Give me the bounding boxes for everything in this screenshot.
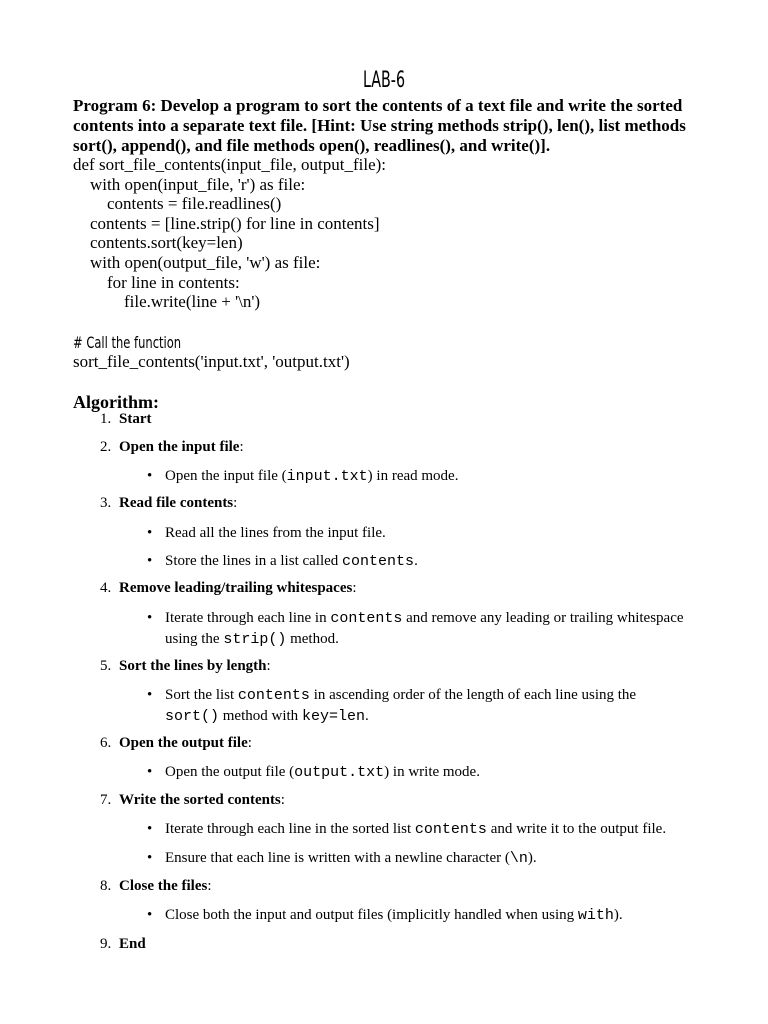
step-label: Open the input file bbox=[119, 439, 240, 455]
bullet-text: ) in read mode. bbox=[367, 468, 459, 484]
code-line: with open(output_file, 'w') as file: bbox=[73, 252, 321, 272]
step-suffix: : bbox=[233, 495, 238, 511]
bullet-item bbox=[147, 905, 692, 926]
bullet-item bbox=[147, 819, 692, 840]
bullet-icon: • bbox=[147, 525, 153, 541]
inline-code: contents bbox=[342, 553, 415, 570]
step-number: 6. bbox=[100, 735, 112, 751]
step-suffix: : bbox=[239, 439, 244, 455]
inline-code: key=len bbox=[301, 708, 365, 725]
step-label: Read file contents bbox=[119, 495, 234, 511]
inline-code: output.txt bbox=[294, 764, 385, 781]
code-line: def sort_file_contents(input_file, output_file): bbox=[73, 155, 387, 174]
bullet-icon: • bbox=[147, 687, 153, 703]
bullet-text: . bbox=[414, 553, 418, 569]
step-label: Close the files bbox=[119, 878, 208, 894]
bullet-item bbox=[147, 608, 692, 650]
code-line: contents.sort(key=len) bbox=[73, 233, 243, 253]
code-block bbox=[73, 155, 386, 312]
bullet-icon: • bbox=[147, 553, 153, 569]
bullet-icon: • bbox=[147, 610, 153, 626]
code-line: contents = [line.strip() for line in contents] bbox=[73, 213, 380, 233]
code-line: with open(input_file, 'r') as file: bbox=[73, 174, 306, 194]
inline-code: input.txt bbox=[286, 468, 368, 485]
algorithm-step bbox=[100, 580, 357, 597]
function-call-line: sort_file_contents('input.txt', 'output.txt') bbox=[73, 352, 350, 371]
bullet-item bbox=[147, 523, 692, 543]
step-number: 5. bbox=[100, 658, 112, 674]
bullet-icon: • bbox=[147, 850, 153, 866]
code-line: for line in contents: bbox=[73, 272, 240, 292]
bullet-text: Sort the list bbox=[165, 687, 238, 703]
bullet-item bbox=[147, 466, 692, 487]
bullet-text: Iterate through each line in the sorted list bbox=[165, 821, 415, 837]
code-line: file.write(line + '\n') bbox=[73, 292, 261, 312]
algorithm-step bbox=[100, 411, 152, 428]
step-label: Start bbox=[119, 411, 152, 427]
inline-code: strip() bbox=[223, 631, 287, 648]
algorithm-step bbox=[100, 495, 237, 512]
bullet-icon: • bbox=[147, 907, 153, 923]
bullet-text: method with bbox=[219, 708, 302, 724]
code-line: contents = file.readlines() bbox=[73, 194, 282, 214]
bullet-text: Open the input file ( bbox=[165, 468, 287, 484]
step-suffix: : bbox=[247, 735, 252, 751]
step-number: 2. bbox=[100, 439, 112, 455]
bullet-text: method. bbox=[286, 631, 339, 647]
bullet-icon: • bbox=[147, 468, 153, 484]
inline-code: \n bbox=[509, 850, 528, 867]
bullet-item bbox=[147, 551, 692, 572]
bullet-icon: • bbox=[147, 764, 153, 780]
step-label: Open the output file bbox=[119, 735, 248, 751]
bullet-icon: • bbox=[147, 821, 153, 837]
step-number: 3. bbox=[100, 495, 112, 511]
step-suffix: : bbox=[280, 792, 285, 808]
bullet-item bbox=[147, 848, 692, 869]
step-label: End bbox=[119, 936, 146, 952]
step-label: Write the sorted contents bbox=[119, 792, 281, 808]
algorithm-step bbox=[100, 792, 285, 809]
bullet-text: Close both the input and output files (implicitly handled when using bbox=[165, 907, 578, 923]
bullet-text: in ascending order of the length of each line using the bbox=[309, 687, 637, 703]
step-suffix: : bbox=[266, 658, 271, 674]
step-suffix: : bbox=[352, 580, 357, 596]
algorithm-title: Algorithm: bbox=[73, 392, 159, 412]
bullet-text: ). bbox=[613, 907, 623, 923]
algorithm-step bbox=[100, 878, 212, 895]
bullet-text: and remove any leading or trailing whitespace using the bbox=[165, 610, 684, 647]
bullet-text: . bbox=[364, 708, 369, 724]
inline-code: contents bbox=[237, 687, 310, 704]
bullet-item bbox=[147, 685, 692, 727]
bullet-text: Store the lines in a list called bbox=[165, 553, 343, 569]
algorithm-step bbox=[100, 439, 244, 456]
step-label: Sort the lines by length bbox=[119, 658, 267, 674]
bullet-item bbox=[147, 762, 692, 783]
bullet-text: Open the output file ( bbox=[165, 764, 295, 780]
bullet-text: Iterate through each line in bbox=[165, 610, 331, 626]
lab-title: LAB-6 bbox=[362, 68, 406, 93]
bullet-text: ). bbox=[527, 850, 537, 866]
step-number: 4. bbox=[100, 580, 112, 596]
code-comment: # Call the function bbox=[73, 333, 182, 352]
step-suffix: : bbox=[207, 878, 212, 894]
bullet-text: ) in write mode. bbox=[384, 764, 480, 780]
inline-code: sort() bbox=[165, 708, 220, 725]
step-number: 9. bbox=[100, 936, 112, 952]
bullet-text: and write it to the output file. bbox=[486, 821, 667, 837]
step-label: Remove leading/trailing whitespaces bbox=[119, 580, 353, 596]
program-heading: Program 6: Develop a program to sort the contents of a text file and write the sorted contents into a separate text file. [Hint: Use string methods strip(), len(), list methods sort(), append(), and file methods open(), readlines(), and write()]. bbox=[73, 96, 686, 155]
algorithm-step bbox=[100, 936, 146, 953]
step-number: 1. bbox=[100, 411, 112, 427]
bullet-text: Read all the lines from the input file. bbox=[165, 525, 386, 541]
inline-code: contents bbox=[330, 610, 403, 627]
algorithm-step bbox=[100, 658, 271, 675]
step-number: 7. bbox=[100, 792, 112, 808]
step-number: 8. bbox=[100, 878, 112, 894]
bullet-text: Ensure that each line is written with a newline character ( bbox=[165, 850, 510, 866]
inline-code: with bbox=[577, 907, 614, 924]
inline-code: contents bbox=[414, 821, 487, 838]
algorithm-step bbox=[100, 735, 252, 752]
